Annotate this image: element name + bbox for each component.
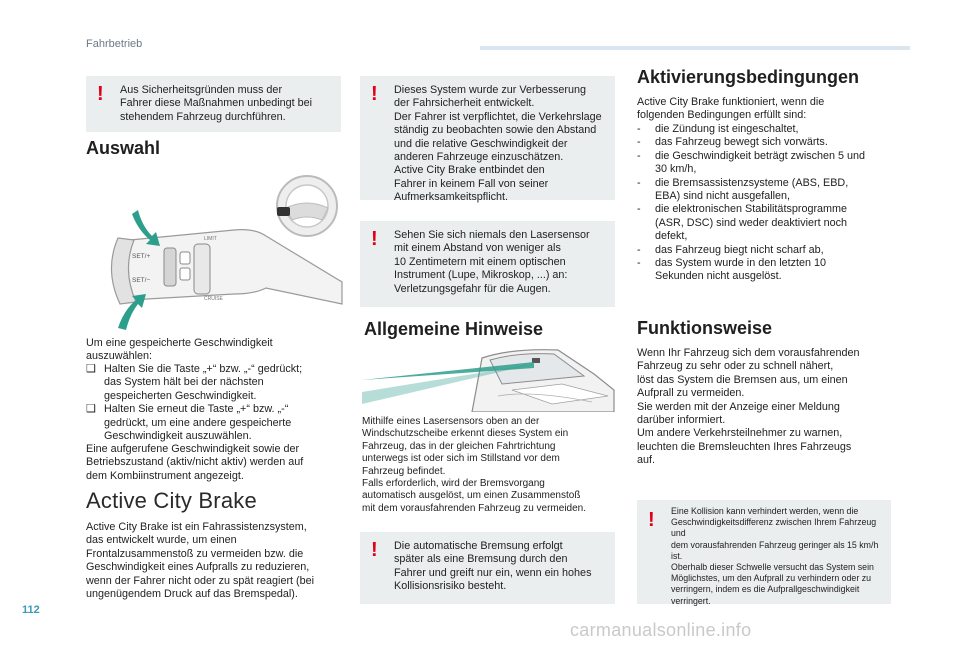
heading-allgemeine-hinweise: Allgemeine Hinweise — [364, 319, 544, 339]
list-item: ❑ Halten Sie erneut die Taste „+“ bzw. „-“ gedrückt, um eine andere gespeicherte Geschwindigkeit auszuwählen. — [86, 403, 292, 443]
stalk-label-set-minus: SET/− — [132, 277, 151, 284]
page-number: 112 — [22, 604, 40, 616]
warning-icon: ! — [371, 83, 378, 105]
funktion-text: Wenn Ihr Fahrzeug sich dem vorausfahrenden Fahrzeug zu sehr oder zu schnell nähert, löst das System die Bremsen aus, um einen Aufprall zu vermeiden. Sie werden mit der Anzeige einer Meldung darüber informiert. Um andere Verkehrsteilnehmer zu warnen, leuchten die Bremsleuchten Ihres Fahrzeugs auf. — [637, 347, 860, 467]
warning-icon: ! — [648, 509, 655, 531]
acb-text: Active City Brake ist ein Fahrassistenzsystem, das entwickelt wurde, um einen Frontalzusammenstoß zu vermeiden bzw. die Geschwindigkeit eines Aufpralls zu reduzieren, wenn der Fahrer nicht oder zu spät reagiert (bei ungenügendem Druck auf das Bremspedal). — [86, 521, 315, 601]
warning-box-system-purpose — [360, 76, 615, 204]
list-item: ❑ Halten Sie die Taste „+“ bzw. „-“ gedrückt; das System hält bei der nächsten gespeicherten Geschwindigkeit. — [86, 363, 303, 402]
stalk-label-limit: LIMIT — [204, 236, 217, 242]
warning-box-collision — [637, 500, 891, 604]
steering-wheel-icon — [277, 176, 337, 236]
auswahl-steps — [86, 363, 346, 443]
auswahl-outro: Eine aufgerufene Geschwindigkeit sowie der Betriebszustand (aktiv/nicht aktiv) werden auf dem Kombiinstrument angezeigt. — [86, 443, 304, 482]
allgemein-text: Mithilfe eines Lasersensors oben an der Windschutzscheibe erkennt dieses System ein Fahrzeug, das in der gleichen Fahrtrichtung unterwegs ist oder sich im Stillstand vor dem Fahrzeug befindet. Falls erforderlich, wird der Bremsvorgang automatisch ausgelöst, um einen Zusammenstoß mit dem vorausfahrenden Fahrzeug zu vermeiden. — [362, 416, 587, 514]
warning-text: Sehen Sie sich niemals den Lasersensor mit einem Abstand von weniger als 10 Zentimetern mit einem optischen Instrument (Lupe, Mikroskop, ...) an: Verletzungsgefahr für die Augen. — [394, 229, 590, 295]
aktivierung-intro: Active City Brake funktioniert, wenn die folgenden Bedingungen erfüllt sind: — [637, 96, 825, 122]
warning-text: Eine Kollision kann verhindert werden, wenn die Geschwindigkeitsdifferenz zwischen Ihrem Fahrzeug und dem vorausfahrenden Fahrzeug geringer als 15 km/h ist. Oberhalb dieser Schwelle versucht das System sein Möglichstes, um den Aufprall zu verhindern oder zu verringern, indem es die Aufprallgeschwindigkeit verringert. — [671, 506, 879, 606]
aktivierung-conditions — [637, 123, 899, 284]
stalk-label-cruise: CRUISE — [204, 296, 223, 302]
warning-text: Aus Sicherheitsgründen muss der Fahrer diese Maßnahmen unbedingt bei stehendem Fahrzeug durchführen. — [120, 84, 313, 123]
header-rule — [480, 46, 910, 50]
list-item: - die Geschwindigkeit beträgt zwischen 5 und 30 km/h, — [637, 149, 866, 176]
list-item: - die Zündung ist eingeschaltet, — [637, 123, 799, 135]
warning-icon: ! — [371, 228, 378, 250]
list-item: - die Bremsassistenzsysteme (ABS, EBD, EBA) sind nicht ausgefallen, — [637, 176, 849, 203]
watermark: carmanualsonline.info — [570, 620, 752, 640]
warning-text: Die automatische Bremsung erfolgt später als eine Bremsung durch den Fahrer und greift nur ein, wenn ein hohes Kollisionsrisiko besteht. — [394, 540, 592, 593]
checkbox-bullet-icon: ❑ — [86, 363, 96, 375]
checkbox-bullet-icon: ❑ — [86, 403, 96, 416]
windshield-sensor-illustration — [362, 344, 617, 412]
auswahl-intro: Um eine gespeicherte Geschwindigkeit auszuwählen: — [86, 337, 273, 363]
heading-auswahl: Auswahl — [86, 138, 161, 158]
list-item: - das Fahrzeug bewegt sich vorwärts. — [637, 136, 828, 149]
stalk-label-set-plus: SET/+ — [132, 253, 151, 260]
warning-box-standstill — [86, 76, 341, 132]
section-title: Fahrbetrieb — [86, 38, 143, 50]
heading-active-city-brake: Active City Brake — [86, 488, 257, 513]
heading-aktivierungsbedingungen: Aktivierungsbedingungen — [637, 67, 860, 87]
heading-funktionsweise: Funktionsweise — [637, 318, 773, 338]
list-item: - das System wurde in den letzten 10 Sekunden nicht ausgelöst. — [637, 257, 827, 283]
list-item: - die elektronischen Stabilitätsprogramme (ASR, DSC) sind weder deaktiviert noch defekt, — [637, 203, 848, 243]
list-item: - das Fahrzeug biegt nicht scharf ab, — [637, 243, 824, 256]
warning-box-auto-braking — [360, 532, 615, 604]
warning-text: Dieses System wurde zur Verbesserung der Fahrsicherheit entwickelt. Der Fahrer ist verpflichtet, die Verkehrslage ständig zu beobachten sowie den Abstand und die relative Geschwindigkeit der anderen Fahrzeuge einzuschätzen. Active City Brake entbindet den Fahrer in keinem Fall von seiner Aufmerksamkeitspflicht. — [394, 84, 602, 204]
warning-box-laser — [360, 221, 615, 307]
warning-icon: ! — [97, 83, 104, 105]
cruise-stalk-illustration — [96, 170, 346, 335]
warning-icon: ! — [371, 539, 378, 561]
